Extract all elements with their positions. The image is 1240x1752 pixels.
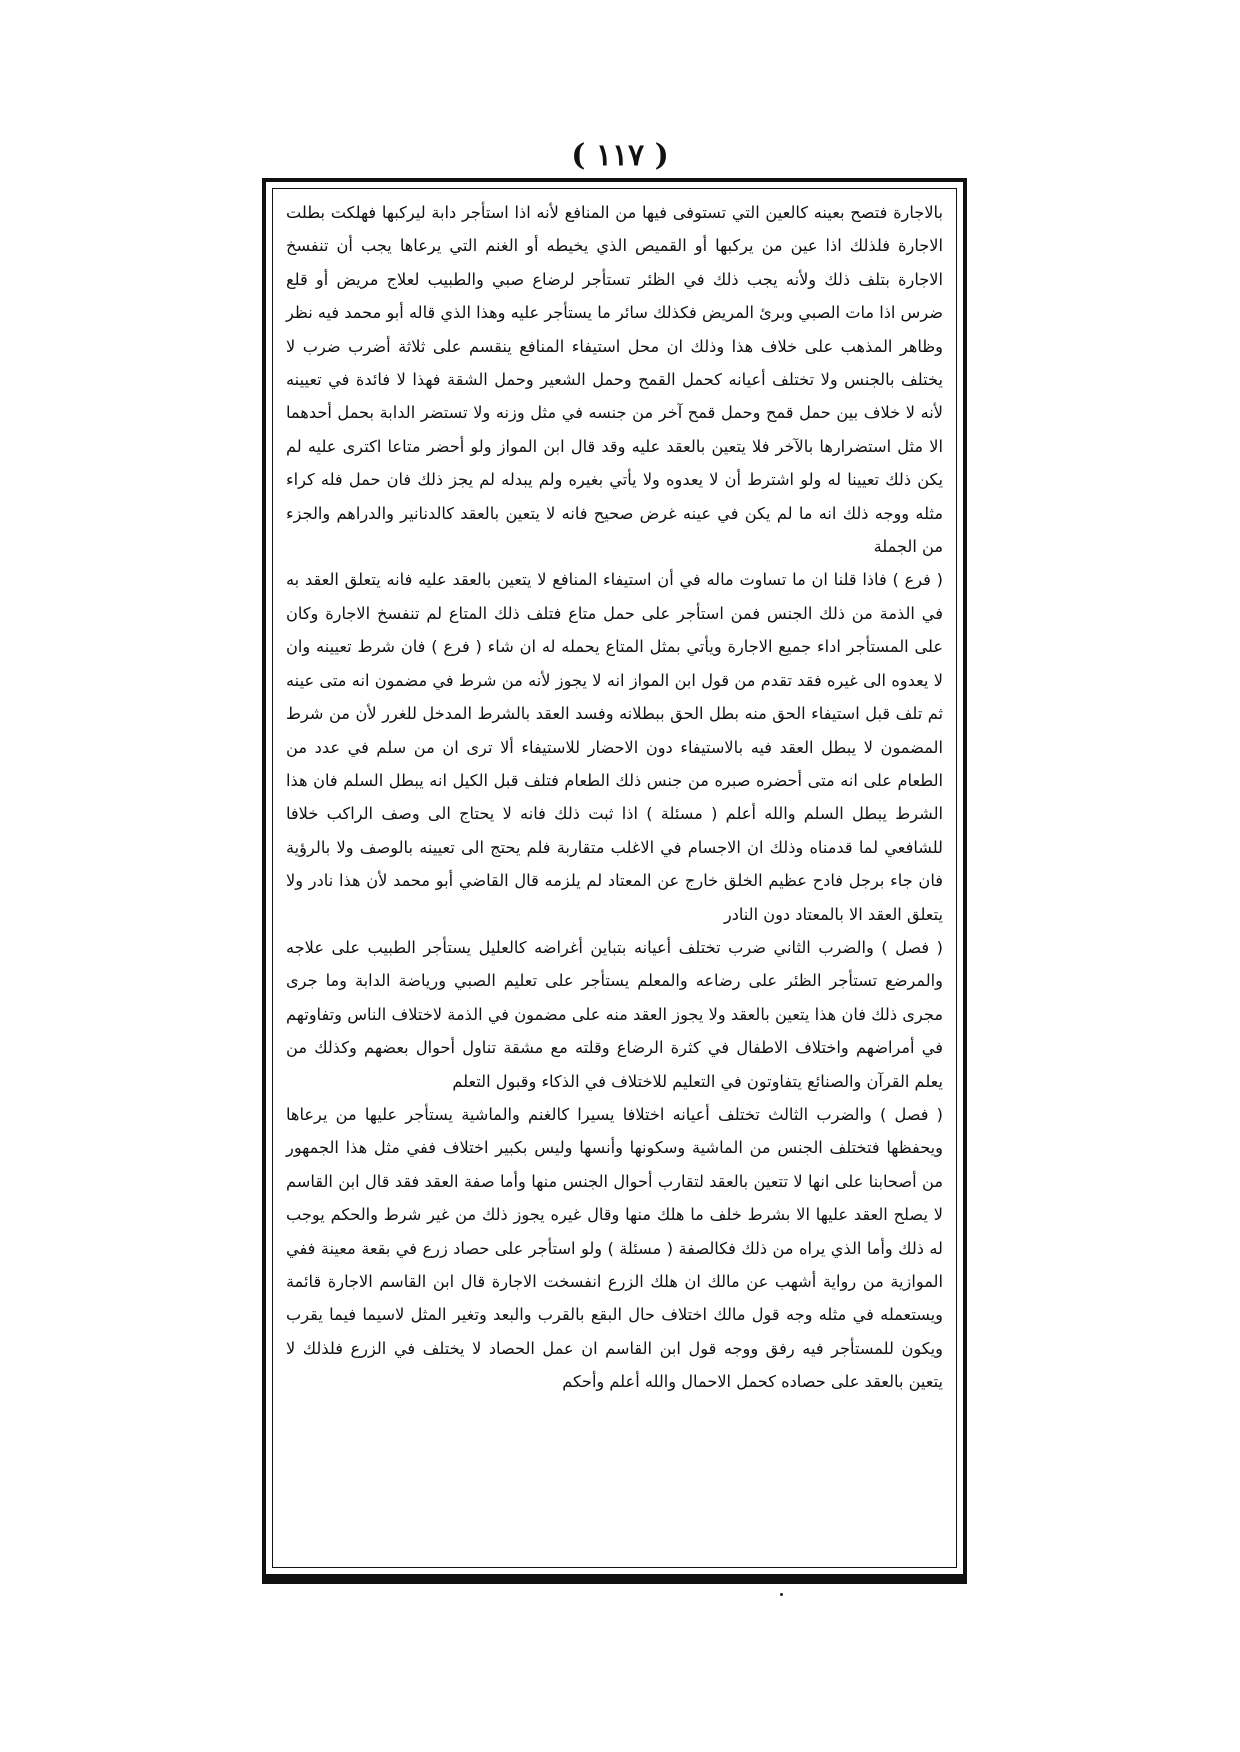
scan-dot xyxy=(780,1593,783,1596)
text-frame xyxy=(262,178,967,1578)
main-text xyxy=(286,196,943,1558)
frame-bottom-rule xyxy=(262,1578,967,1584)
paragraph: ( فصل ) والضرب الثالث تختلف أعيانه اختلافا يسيرا كالغنم والماشية يستأجر عليها من يرعاها ويحفظها فتختلف الجنس من الماشية وسكونها وأنسها وليس بكبير اختلاف ففي مثل هذا الجمهور من أصحابنا على انها لا تتعين بالعقد لتقارب أحوال الجنس منها وأما صفة العقد فقد قال ابن القاسم لا يصلح العقد عليها الا بشرط خلف ما هلك منها وقال غيره يجوز ذلك من غير شرط والحكم يوجب له ذلك وأما الذي يراه من ذلك فكالصفة ( مسئلة ) ولو استأجر على حصاد زرع في بقعة معينة ففي الموازية من رواية أشهب عن مالك ان هلك الزرع انفسخت الاجارة قال ابن القاسم الاجارة قائمة ويستعمله في مثله وجه قول مالك اختلاف حال البقع بالقرب والبعد وتغير المثل لاسيما فيما يقرب ويكون للمستأجر فيه رفق ووجه قول ابن القاسم ان عمل الحصاد لا يختلف في الزرع فلذلك لا يتعين بالعقد على حصاده كحمل الاحمال والله أعلم وأحكم xyxy=(286,1104,943,1392)
page-number: ( ١١٧ ) xyxy=(571,138,669,173)
paragraph: ( فصل ) والضرب الثاني ضرب تختلف أعيانه بتباين أغراضه كالعليل يستأجر الطبيب على علاجه والمرضع تستأجر الظئر على رضاعه والمعلم يستأجر على تعليم الصبي ورياضة الدابة وما جرى مجرى ذلك فان هذا يتعين بالعقد ولا يجوز العقد منه على مضمون في الذمة لاختلاف الناس وتفاوتهم في أمراضهم واختلاف الاطفال في كثرة الرضاع وقلته مع مشقة تناول أحوال بعضهم وكذلك من يعلم القرآن والصنائع يتفاوتون في التعليم للاختلاف في الذكاء وقبول التعلم xyxy=(286,937,943,1091)
paragraph: بالاجارة فتصح بعينه كالعين التي تستوفى فيها من المنافع لأنه اذا استأجر دابة ليركبها فهلكت بطلت الاجارة فلذلك اذا عين من يركبها أو القميص الذي يخيطه أو الغنم التي يرعاها يجب أن تنفسخ الاجارة بتلف ذلك ولأنه يجب ذلك في الظئر تستأجر لرضاع صبي والطبيب لعلاج مريض أو قلع ضرس اذا مات الصبي وبرئ المريض فكذلك سائر ما يستأجر عليه وهذا الذي قاله أبو محمد فيه نظر وظاهر المذهب على خلاف هذا وذلك ان محل استيفاء المنافع ينقسم على ثلاثة أضرب ضرب لا يختلف بالجنس ولا تختلف أعيانه كحمل القمح وحمل الشعير وحمل الشقة فهذا لا فائدة في تعيينه لأنه لا خلاف بين حمل قمح وحمل قمح آخر من جنسه في مثل وزنه ولا تستضر الدابة بحمل أحدهما الا مثل استضرارها بالآخر فلا يتعين بالعقد عليه وقد قال ابن المواز ولو أحضر متاعا اكترى عليه لم يكن ذلك تعيينا له ولو اشترط أن لا يعدوه ولا يأتي بغيره ولم يبدله لم يجز ذلك فان حمل فله كراء مثله ووجه ذلك انه ما لم يكن في عينه غرض صحيح فانه لا يتعين بالعقد كالدنانير والدراهم والجزء من الجملة xyxy=(286,203,943,557)
paragraph: ( فرع ) فاذا قلنا ان ما تساوت ماله في أن استيفاء المنافع لا يتعين بالعقد عليه فانه يتعلق العقد به في الذمة من ذلك الجنس فمن استأجر على حمل متاع فتلف ذلك المتاع لم تنفسخ الاجارة وكان على المستأجر اداء جميع الاجارة ويأتي بمثل المتاع يحمله له ان شاء ( فرع ) فان شرط تعيينه وان لا يعدوه الى غيره فقد تقدم من قول ابن المواز انه لا يجوز لأنه من شرط في مضمون انه متى عينه ثم تلف قبل استيفاء الحق منه بطل الحق ببطلانه وفسد العقد بالشرط المدخل للغرر لأن من شرط المضمون لا يبطل العقد فيه بالاستيفاء دون الاحضار للاستيفاء ألا ترى ان من سلم في عدد من الطعام على انه متى أحضره صبره من جنس ذلك الطعام فتلف قبل الكيل انه يبطل السلم فان هذا الشرط يبطل السلم والله أعلم ( مسئلة ) اذا ثبت ذلك فانه لا يحتاج الى وصف الراكب خلافا للشافعي لما قدمناه وذلك ان الاجسام في الاغلب متقاربة فلم يحتج الى تعيينه بالوصف ولا بالرؤية فان جاء برجل فادح عظيم الخلق خارج عن المعتاد لم يلزمه قال القاضي أبو محمد لأن هذا نادر ولا يتعلق العقد الا بالمعتاد دون النادر xyxy=(286,570,943,924)
